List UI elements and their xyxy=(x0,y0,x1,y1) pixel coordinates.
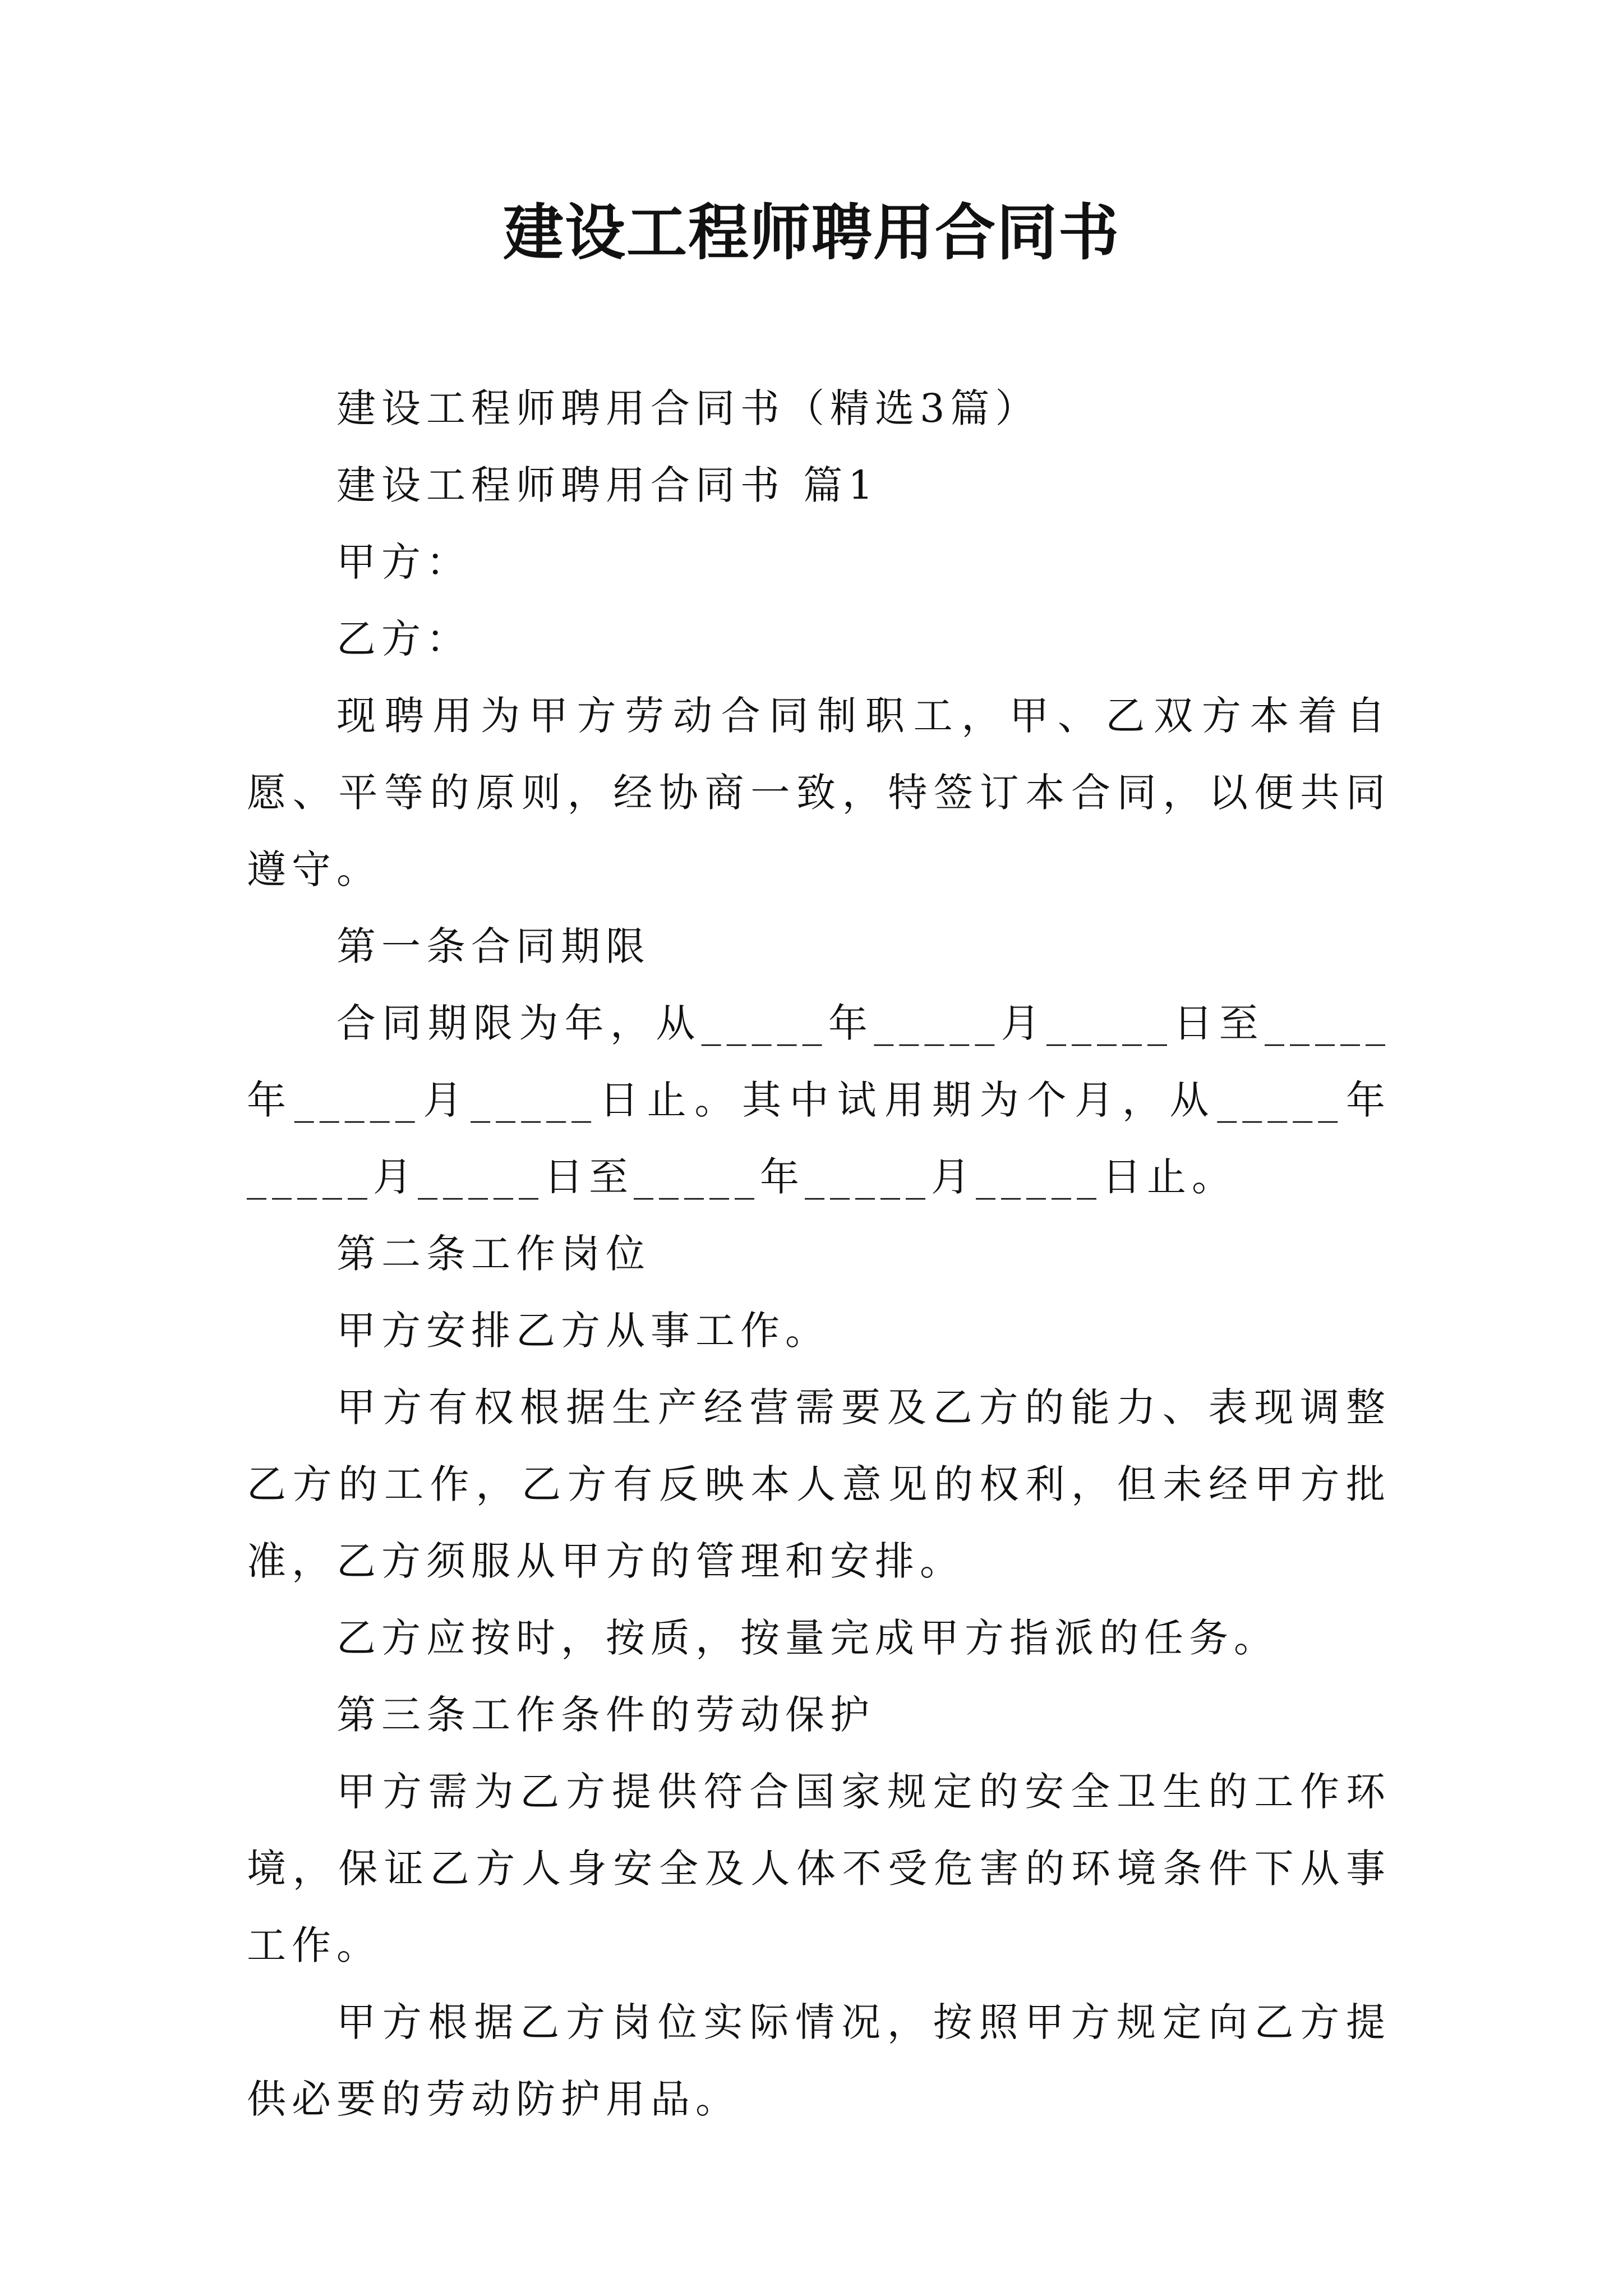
article-3-text-1: 甲方需为乙方提供符合国家规定的安全卫生的工作环境，保证乙方人身安全及人体不受危害的环境条件下从事工作。 xyxy=(247,1769,1391,1968)
document-body xyxy=(247,370,1391,2138)
article-3-text-2: 甲方根据乙方岗位实际情况，按照甲方规定向乙方提供必要的劳动防护用品。 xyxy=(247,1999,1391,2122)
paragraph-subtitle: 建设工程师聘用合同书（精选3篇） xyxy=(336,385,1040,431)
paragraph-party-a: 甲方： xyxy=(336,539,471,585)
article-2-text-3: 乙方应按时，按质，按量完成甲方指派的任务。 xyxy=(336,1615,1279,1661)
article-1-heading: 第一条合同期限 xyxy=(336,923,651,969)
article-1-text: 合同期限为年，从_____年_____月_____日至_____年_____月_____日止。其中试用期为个月，从_____年_____月_____日至_____年_____月_____日止。 xyxy=(247,1000,1391,1200)
paragraph-party-b: 乙方： xyxy=(336,616,471,662)
article-3-heading: 第三条工作条件的劳动保护 xyxy=(336,1692,875,1738)
article-2-text-1: 甲方安排乙方从事工作。 xyxy=(336,1308,830,1354)
article-2-text-2: 甲方有权根据生产经营需要及乙方的能力、表现调整乙方的工作，乙方有反映本人意见的权利，但未经甲方批准，乙方须服从甲方的管理和安排。 xyxy=(247,1384,1391,1584)
document-title: 建设工程师聘用合同书 xyxy=(502,197,1120,268)
paragraph-intro: 现聘用为甲方劳动合同制职工，甲、乙双方本着自愿、平等的原则，经协商一致，特签订本合同，以便共同遵守。 xyxy=(247,693,1391,892)
article-2-heading: 第二条工作岗位 xyxy=(336,1231,651,1277)
paragraph-section-heading: 建设工程师聘用合同书 篇1 xyxy=(336,462,879,508)
